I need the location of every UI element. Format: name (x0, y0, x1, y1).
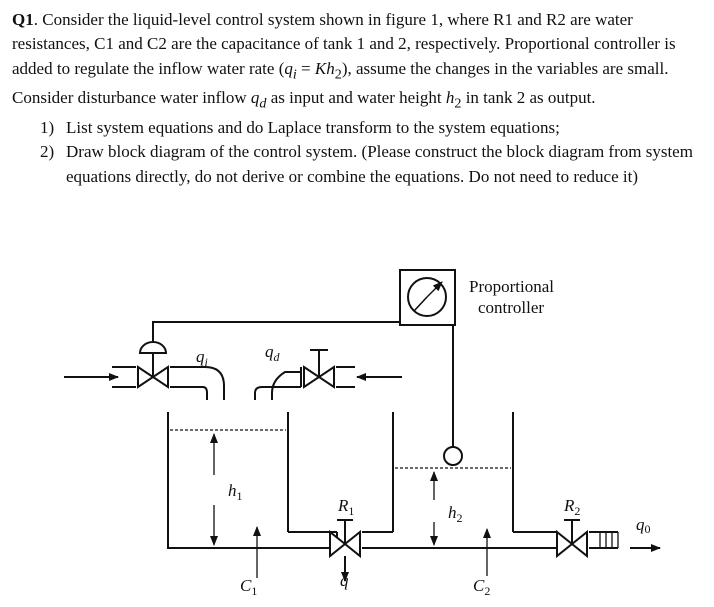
list-item: 2) Draw block diagram of the control system. (Please construct the block diagram from system equations directly, do not derive or combine the equations. Do not need to reduce it) (40, 142, 693, 186)
question-paragraph: Q1. Consider the liquid-level control system shown in figure 1, where R1 and R2 are water resistances, C1 and C2 are the capacitance of tank 1 and 2, respectively. Proportional controller is added to regulate the inflow water rate $(q_i = Kh_2)$, assume the changes in the variables are small. Consider disturbance water inflow $q_d$ as input and water height $h_2$ in tank 2 as output. (12, 10, 676, 112)
label-qi: $q_i$ (196, 347, 208, 369)
signal-line-to-valve (153, 322, 400, 343)
valve-r2-icon (557, 532, 572, 556)
outflow-hatch (600, 532, 618, 548)
tank-1 (168, 412, 337, 548)
label-c1: $C_1$ (240, 576, 258, 598)
question-number: Q1 (12, 10, 34, 29)
label-h1: $h_1$ (228, 481, 243, 503)
label-h2: $h_2$ (448, 503, 463, 525)
float-icon (444, 447, 462, 465)
disturbance-valve-icon (304, 367, 319, 387)
label-qd: $q_d$ (265, 342, 280, 364)
label-q: q (340, 571, 349, 590)
list-item: 1) List system equations and do Laplace transform to the system equations; (40, 117, 560, 137)
label-qo: q0 (636, 515, 651, 536)
label-r1: $R_1$ (338, 496, 355, 518)
disturbance-pipe (255, 387, 301, 400)
label-c2: $C_2$ (473, 576, 491, 598)
inflow-valve-icon (138, 367, 153, 387)
label-r2: $R_2$ (564, 496, 581, 518)
inflow-pipe (186, 367, 224, 400)
valve-actuator-icon (140, 342, 166, 353)
controller-label-line2: controller (478, 298, 545, 317)
controller-label-line1: Proportional (469, 277, 554, 296)
